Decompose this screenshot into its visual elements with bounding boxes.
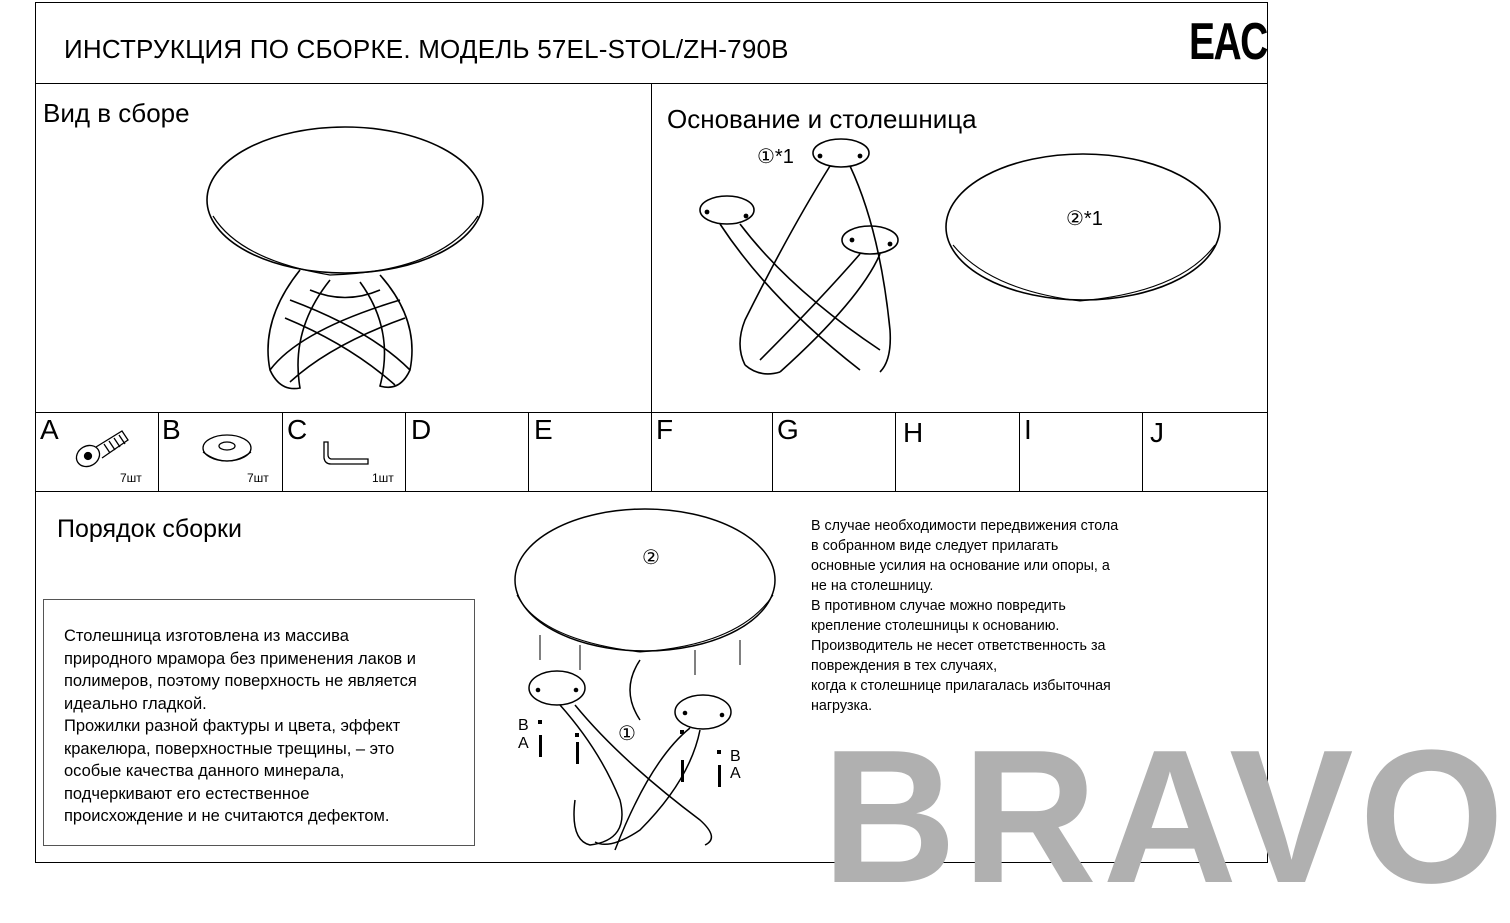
brand-watermark: BRAVO: [822, 711, 1510, 923]
part-letter-c: C: [287, 414, 308, 445]
part-qty-b: 7шт: [247, 471, 269, 485]
base-marker: ①: [618, 723, 636, 745]
base-part-label: ①*1: [757, 146, 794, 168]
bolt-label-right: A: [730, 765, 741, 782]
bolt-label-left: A: [518, 735, 529, 752]
page-title: ИНСТРУКЦИЯ ПО СБОРКЕ. МОДЕЛЬ 57EL-STOL/ZH-790B: [64, 34, 789, 64]
part-letter-h: H: [903, 417, 924, 448]
washer-label-left: B: [518, 717, 529, 734]
eac-mark: EAC: [1189, 13, 1267, 71]
tabletop-marker: ②: [642, 547, 660, 569]
part-letter-a: A: [40, 414, 59, 445]
part-qty-a: 7шт: [120, 471, 142, 485]
part-qty-c: 1шт: [372, 471, 394, 485]
assembly-order-heading: Порядок сборки: [57, 515, 242, 543]
marble-note-text: Столешница изготовлена из массива природного мрамора без применения лаков и полимеров, поэтому поверхность не является идеально гладкой. Прожилки разной фактуры и цвета, эффект кракелюра, поверхностные трещины, – это особые качества данного минерала, подчеркивают его естественное происхождение и не считаются дефектом.: [64, 627, 417, 825]
washer-label-right: B: [730, 748, 741, 765]
part-letter-j: J: [1150, 417, 1164, 448]
part-letter-b: B: [162, 414, 181, 445]
moving-warning-text: В случае необходимости передвижения стола в собранном виде следует прилагать основные усилия на основание или опоры, а не на столешницу. В противном случае можно повредить крепление столешницы к основанию. Производитель не несет ответственность за повреждения в тех случаях, когда к столешнице прилагалась избыточная нагрузка.: [811, 518, 1119, 714]
part-letter-f: F: [656, 414, 674, 445]
part-letter-g: G: [777, 414, 799, 445]
part-letter-d: D: [411, 414, 432, 445]
part-letter-i: I: [1024, 414, 1032, 445]
base-and-top-heading: Основание и столешница: [667, 104, 977, 134]
part-letter-e: E: [534, 414, 553, 445]
assembled-view-heading: Вид в сборе: [43, 98, 190, 128]
tabletop-part-label: ②*1: [1066, 208, 1103, 230]
